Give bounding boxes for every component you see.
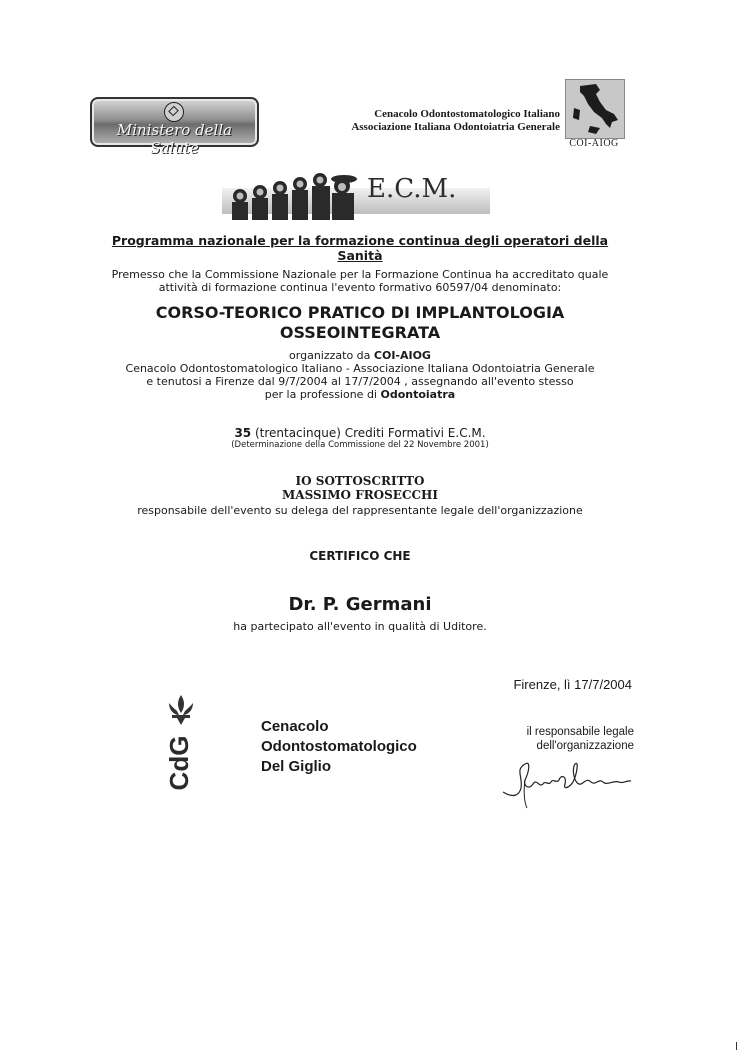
italy-map-icon <box>565 79 625 139</box>
signer-block <box>60 474 660 502</box>
place-date: Firenze, lì 17/7/2004 <box>513 677 632 692</box>
course-title-line-1: CORSO-TEORICO PRATICO DI IMPLANTOLOGIA <box>155 303 565 322</box>
credits-block <box>60 426 660 450</box>
program-title-line-2: Sanità <box>337 248 383 263</box>
cdg-name-line-1: Cenacolo <box>261 718 329 735</box>
premise-line-1: Premesso che la Commissione Nazionale per la Formazione Continua ha accreditato quale <box>111 268 609 281</box>
program-title-line-1: Programma nazionale per la formazione continua degli operatori della <box>111 233 609 248</box>
profession-prefix: per la professione di <box>264 388 381 401</box>
cdg-name-line-2: Odontostomatologico <box>261 738 417 755</box>
cdg-organization-name <box>261 717 491 777</box>
organizer-name: COI-AIOG <box>373 349 431 362</box>
organizer-line-3: e tenutosi a Firenze dal 9/7/2004 al 17/7/2004 , assegnando all'evento stesso <box>146 375 574 388</box>
scan-edge-mark <box>736 1042 737 1050</box>
ministero-logo <box>90 97 259 157</box>
credits-count: 35 <box>234 426 252 440</box>
coi-aiog-logo <box>565 79 623 151</box>
cdg-logo-text: CdG <box>163 735 194 791</box>
organizer-line-4 <box>60 388 660 401</box>
legal-rep-line-2: dell'organizzazione <box>536 740 634 752</box>
credits-text: (trentacinque) Crediti Formativi E.C.M. <box>251 426 486 440</box>
course-title-line-2: OSSEOINTEGRATA <box>279 323 441 342</box>
credits-note: (Determinazione della Commissione del 22 Novembre 2001) <box>231 440 489 450</box>
giglio-lily-icon <box>163 693 199 799</box>
recipient-name: Dr. P. Germani <box>288 594 432 615</box>
organizer-block <box>60 349 660 401</box>
participation-text: ha partecipato all'evento in qualità di Uditore. <box>233 620 487 633</box>
cdg-logo <box>163 693 199 799</box>
ecm-banner-text: E.C.M. <box>367 174 457 204</box>
organizer-line-1 <box>60 349 660 362</box>
signer-role: responsabile dell'evento su delega del rappresentante legale dell'organizzazione <box>137 504 583 517</box>
ministero-label: Ministero della Salute <box>116 121 233 157</box>
premise-line-2: attività di formazione continua l'evento formativo 60597/04 denominato: <box>158 281 562 294</box>
legal-rep-line-1: il responsabile legale <box>526 726 634 738</box>
assoc-line-1: Cenacolo Odontostomatologico Italiano <box>374 108 560 120</box>
profession-name: Odontoiatra <box>380 388 456 401</box>
cdg-name-line-3: Del Giglio <box>261 758 332 775</box>
painted-figures-icon <box>222 170 372 220</box>
credits-line <box>60 426 660 440</box>
program-title <box>60 233 660 263</box>
association-header <box>300 108 560 134</box>
legal-representative-label <box>462 725 634 753</box>
republic-emblem-icon <box>164 102 184 122</box>
certification-heading: CERTIFICO CHE <box>309 549 411 563</box>
signer-line-2: MASSIMO FROSECCHI <box>282 488 438 502</box>
ecm-banner <box>222 170 490 220</box>
organizer-prefix: organizzato da <box>289 349 374 362</box>
coi-aiog-label: COI-AIOG <box>569 138 619 149</box>
handwritten-signature <box>495 750 640 810</box>
organizer-line-2: Cenacolo Odontostomatologico Italiano - Associazione Italiana Odontoiatria Generale <box>125 362 595 375</box>
signer-line-1: IO SOTTOSCRITTO <box>295 474 425 488</box>
course-title <box>60 303 660 343</box>
assoc-line-2: Associazione Italiana Odontoiatria Generale <box>351 121 560 133</box>
premise-text <box>60 268 660 294</box>
